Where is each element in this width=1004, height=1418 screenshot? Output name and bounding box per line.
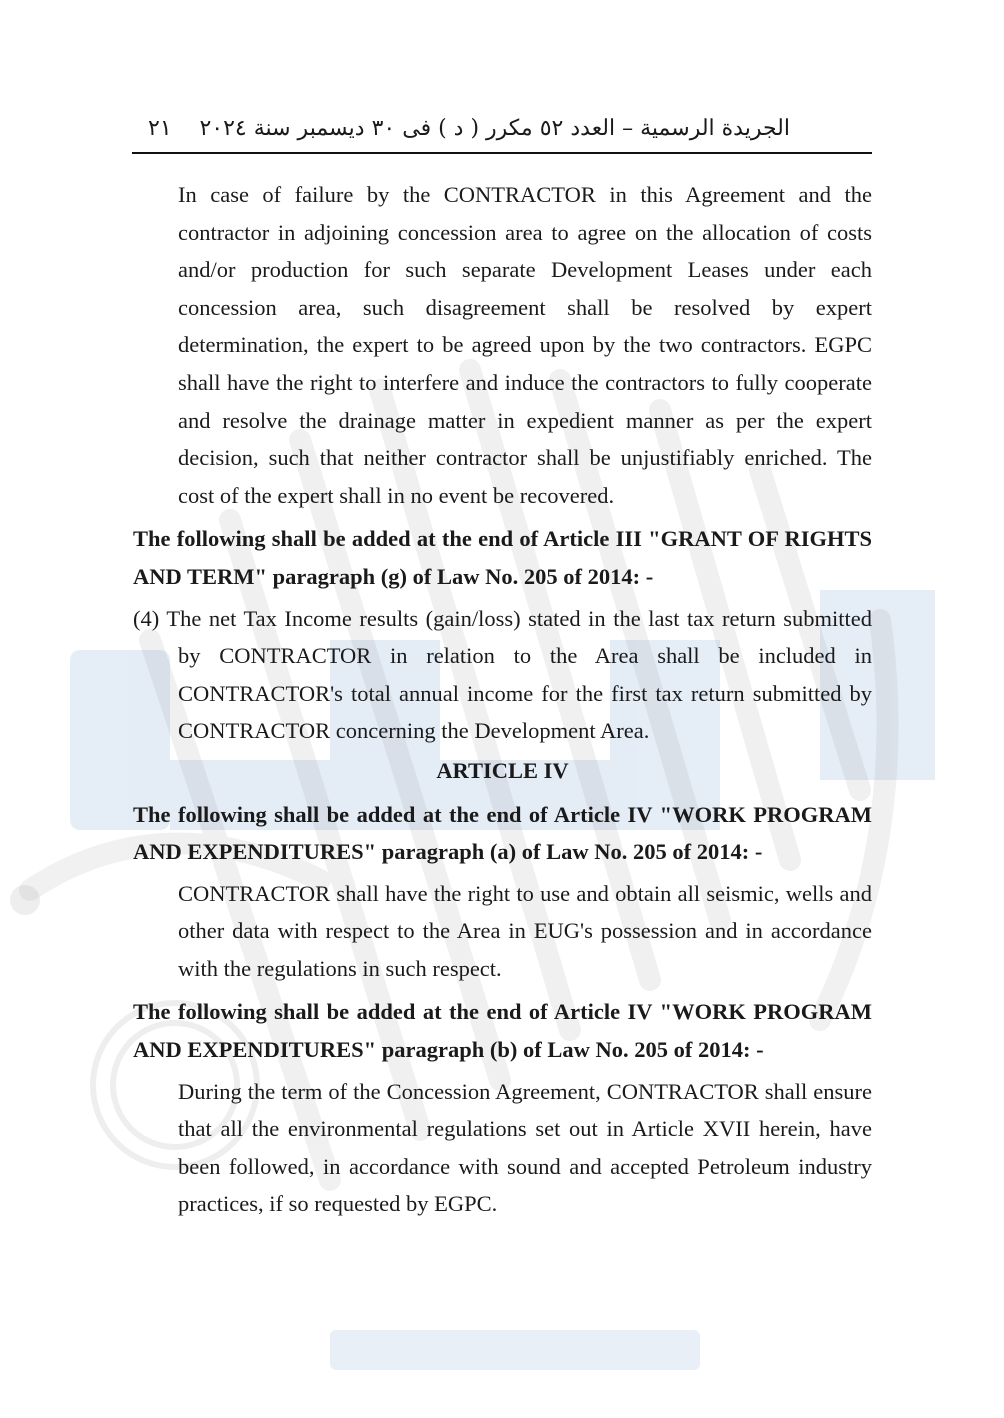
- paragraph-seismic-data: CONTRACTOR shall have the right to use and obtain all seismic, wells and other data with respect to the Area in EUG's possession and in accordance with the regulations in such respect.: [178, 880, 872, 981]
- document-body: [133, 176, 872, 1223]
- heading-article-iv-b-addition: The following shall be added at the end of Article IV "WORK PROGRAM AND EXPENDITURES" paragraph (b) of Law No. 205 of 2014: -: [133, 999, 872, 1063]
- header-title: الجريدة الرسمية – العدد ٥٢ مكرر ( د ) فى ٣٠ ديسمبر سنة ٢٠٢٤: [199, 116, 790, 141]
- heading-article-iii-addition: The following shall be added at the end of Article III "GRANT OF RIGHTS AND TERM" paragraph (g) of Law No. 205 of 2014: -: [133, 526, 872, 589]
- page-header: [132, 112, 872, 154]
- paragraph-drainage-dispute: In case of failure by the CONTRACTOR in this Agreement and the contractor in adjoining concession area to agree on the allocation of costs and/or production for such separate Development Leases under each concession area, such disagreement shall be resolved by expert determination, the expert to be agreed upon by the two contractors. EGPC shall have the right to interfere and induce the contractors to fully cooperate and resolve the drainage matter in expedient manner as per the expert decision, such that neither contractor shall be unjustifiably enriched. The cost of the expert shall in no event be recovered.: [178, 182, 872, 508]
- article-title: ARTICLE IV: [436, 757, 569, 783]
- page-number: ٢١: [148, 116, 172, 141]
- paragraph-environmental-regulations: During the term of the Concession Agreement, CONTRACTOR shall ensure that all the environmental regulations set out in Article XVII herein, have been followed, in accordance with sound and accepted Petroleum industry practices, if so requested by EGPC.: [178, 1078, 872, 1217]
- paragraph-tax-income: (4) The net Tax Income results (gain/loss) stated in the last tax return submitted by CONTRACTOR in relation to the Area shall be included in CONTRACTOR's total annual income for the first tax return submitted by CONTRACTOR concerning the Development Area.: [133, 605, 872, 744]
- heading-article-iv-a-addition: The following shall be added at the end of Article IV "WORK PROGRAM AND EXPENDITURES" paragraph (a) of Law No. 205 of 2014: -: [133, 801, 872, 865]
